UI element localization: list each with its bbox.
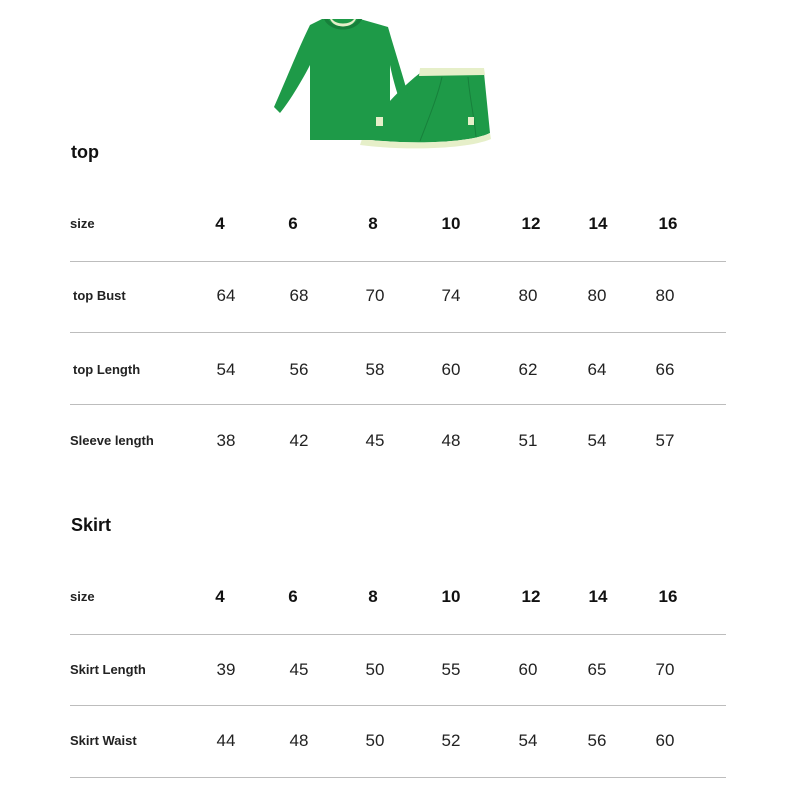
size-cell: 12	[521, 587, 541, 606]
value-cell: 45	[289, 660, 309, 679]
value-cell: 54	[587, 431, 607, 450]
value-cell: 74	[441, 286, 461, 305]
value-cell: 60	[441, 360, 461, 379]
table-row-sleeve-length	[70, 431, 726, 451]
value-cell: 64	[587, 360, 607, 379]
value-cell: 80	[655, 286, 675, 305]
row-divider	[70, 404, 726, 405]
row-label: size	[70, 216, 95, 231]
value-cell: 52	[441, 731, 461, 750]
section-title-top: top	[71, 142, 99, 162]
value-cell: 44	[216, 731, 236, 750]
value-cell: 80	[518, 286, 538, 305]
row-label: Skirt Length	[70, 662, 146, 677]
row-label: top Bust	[73, 288, 126, 303]
value-cell: 60	[518, 660, 538, 679]
value-cell: 62	[518, 360, 538, 379]
value-cell: 70	[365, 286, 385, 305]
product-image	[270, 15, 500, 165]
top-illustration	[274, 19, 410, 140]
value-cell: 70	[655, 660, 675, 679]
row-divider	[70, 705, 726, 706]
value-cell: 54	[216, 360, 236, 379]
value-cell: 60	[655, 731, 675, 750]
value-cell: 54	[518, 731, 538, 750]
value-cell: 51	[518, 431, 538, 450]
row-divider	[70, 332, 726, 333]
row-divider	[70, 261, 726, 262]
row-label: Skirt Waist	[70, 733, 137, 748]
size-cell: 12	[521, 214, 541, 233]
size-cell: 6	[288, 214, 298, 233]
size-cell: 4	[215, 214, 225, 233]
size-cell: 10	[441, 214, 461, 233]
size-cell: 8	[368, 587, 378, 606]
value-cell: 64	[216, 286, 236, 305]
value-cell: 48	[441, 431, 461, 450]
row-label: size	[70, 589, 95, 604]
value-cell: 65	[587, 660, 607, 679]
value-cell: 66	[655, 360, 675, 379]
size-cell: 14	[588, 587, 608, 606]
size-cell: 16	[658, 214, 678, 233]
section-title-skirt: Skirt	[71, 515, 112, 535]
value-cell: 38	[216, 431, 236, 450]
value-cell: 42	[289, 431, 309, 450]
size-cell: 14	[588, 214, 608, 233]
row-divider	[70, 634, 726, 635]
value-cell: 57	[655, 431, 675, 450]
value-cell: 39	[216, 660, 236, 679]
size-cell: 10	[441, 587, 461, 606]
value-cell: 45	[365, 431, 385, 450]
table-row-size	[70, 214, 726, 234]
table-row-skirt-length	[70, 660, 726, 680]
value-cell: 80	[587, 286, 607, 305]
row-label: top Length	[73, 362, 141, 377]
table-row-top-bust	[70, 286, 726, 306]
row-divider	[70, 777, 726, 778]
table-row-skirt-waist	[70, 731, 726, 751]
value-cell: 50	[365, 731, 385, 750]
value-cell: 50	[365, 660, 385, 679]
value-cell: 56	[289, 360, 309, 379]
size-cell: 4	[215, 587, 225, 606]
value-cell: 68	[289, 286, 309, 305]
row-label: Sleeve length	[70, 433, 154, 448]
value-cell: 48	[289, 731, 309, 750]
size-cell: 8	[368, 214, 378, 233]
table-row-size	[70, 587, 726, 607]
value-cell: 55	[441, 660, 461, 679]
table-row-top-length	[70, 360, 726, 380]
size-cell: 16	[658, 587, 678, 606]
value-cell: 56	[587, 731, 607, 750]
value-cell: 58	[365, 360, 385, 379]
size-cell: 6	[288, 587, 298, 606]
